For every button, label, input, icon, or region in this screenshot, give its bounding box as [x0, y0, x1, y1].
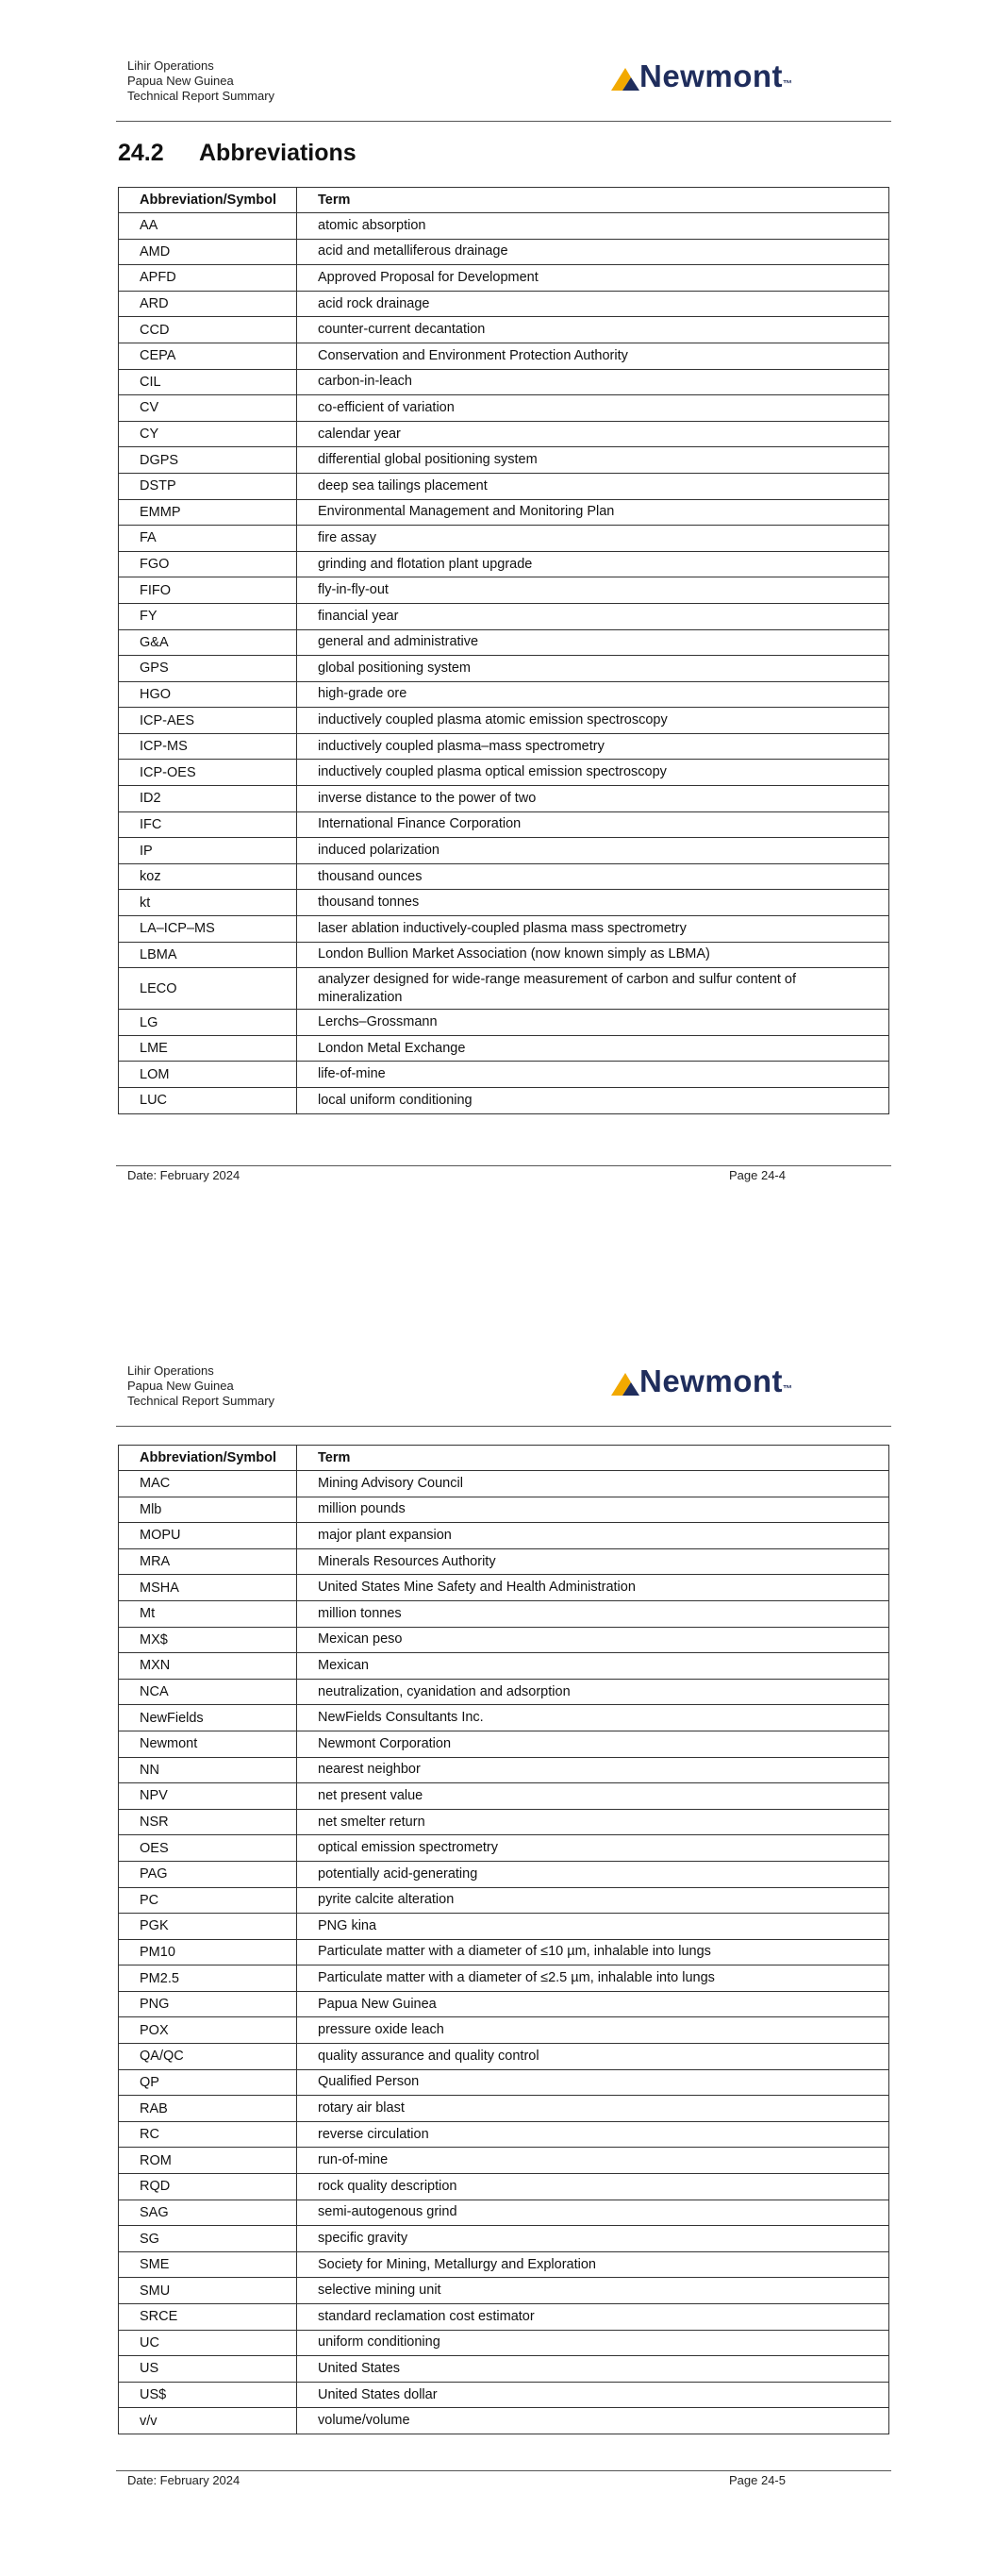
abbreviation-cell: QA/QC — [119, 2044, 297, 2070]
abbreviation-cell: MSHA — [119, 1575, 297, 1601]
abbreviation-cell: ID2 — [119, 786, 297, 812]
table-row — [119, 1809, 889, 1835]
footer-divider — [116, 2470, 891, 2471]
abbreviation-cell: PGK — [119, 1914, 297, 1940]
table-row — [119, 2330, 889, 2356]
header-report-type: Technical Report Summary — [127, 1394, 275, 1408]
report-header — [127, 1363, 274, 1409]
abbreviation-cell: RQD — [119, 2174, 297, 2200]
abbreviation-cell: Mt — [119, 1600, 297, 1627]
abbreviation-cell: FY — [119, 603, 297, 629]
table-row — [119, 1548, 889, 1575]
term-cell: atomic absorption — [297, 213, 889, 240]
column-header-abbreviation: Abbreviation/Symbol — [119, 188, 297, 213]
abbreviation-cell: LME — [119, 1035, 297, 1062]
term-cell: Qualified Person — [297, 2069, 889, 2096]
term-cell: volume/volume — [297, 2408, 889, 2434]
table-row — [119, 1679, 889, 1705]
abbreviation-cell: SAG — [119, 2200, 297, 2226]
abbreviation-cell: PM10 — [119, 1939, 297, 1965]
term-cell: selective mining unit — [297, 2278, 889, 2304]
term-cell: Lerchs–Grossmann — [297, 1010, 889, 1036]
term-cell: Papua New Guinea — [297, 1991, 889, 2017]
abbreviations-table-page-2 — [118, 1445, 889, 2434]
abbreviation-cell: QP — [119, 2069, 297, 2096]
abbreviation-cell: kt — [119, 890, 297, 916]
abbreviation-cell: ROM — [119, 2148, 297, 2174]
term-cell: calendar year — [297, 421, 889, 447]
term-cell: nearest neighbor — [297, 1757, 889, 1783]
table-row — [119, 1887, 889, 1914]
header-operation: Lihir Operations — [127, 59, 214, 73]
table-row — [119, 1965, 889, 1992]
abbreviation-cell: LBMA — [119, 942, 297, 968]
footer-page-number: Page 24-4 — [729, 1168, 786, 1182]
term-cell: general and administrative — [297, 629, 889, 656]
term-cell: rotary air blast — [297, 2096, 889, 2122]
term-cell: inductively coupled plasma–mass spectrometry — [297, 733, 889, 760]
term-cell: pressure oxide leach — [297, 2017, 889, 2044]
table-row — [119, 2200, 889, 2226]
abbreviation-cell: CY — [119, 421, 297, 447]
abbreviation-cell: AMD — [119, 239, 297, 265]
abbreviation-cell: APFD — [119, 265, 297, 292]
term-cell: high-grade ore — [297, 681, 889, 708]
column-header-term: Term — [297, 1446, 889, 1471]
term-cell: Society for Mining, Metallurgy and Exploration — [297, 2251, 889, 2278]
table-row — [119, 1835, 889, 1862]
abbreviation-cell: NN — [119, 1757, 297, 1783]
term-cell: inductively coupled plasma optical emission spectroscopy — [297, 760, 889, 786]
term-cell: thousand ounces — [297, 863, 889, 890]
term-cell: London Bullion Market Association (now known simply as LBMA) — [297, 942, 889, 968]
abbreviation-cell: MRA — [119, 1548, 297, 1575]
table-row — [119, 2408, 889, 2434]
abbreviation-cell: EMMP — [119, 499, 297, 526]
term-cell: Newmont Corporation — [297, 1731, 889, 1757]
term-cell: United States dollar — [297, 2382, 889, 2408]
term-cell: standard reclamation cost estimator — [297, 2304, 889, 2331]
abbreviation-cell: LA–ICP–MS — [119, 916, 297, 943]
table-row — [119, 1523, 889, 1549]
abbreviation-cell: SMU — [119, 2278, 297, 2304]
abbreviation-cell: DGPS — [119, 447, 297, 474]
term-cell: Mexican peso — [297, 1627, 889, 1653]
abbreviation-cell: MX$ — [119, 1627, 297, 1653]
table-row — [119, 1627, 889, 1653]
term-cell: NewFields Consultants Inc. — [297, 1705, 889, 1731]
abbreviation-cell: FA — [119, 526, 297, 552]
term-cell: pyrite calcite alteration — [297, 1887, 889, 1914]
abbreviation-cell: Newmont — [119, 1731, 297, 1757]
term-cell: deep sea tailings placement — [297, 473, 889, 499]
table-row — [119, 2174, 889, 2200]
footer-date: Date: February 2024 — [127, 2473, 240, 2487]
abbreviation-cell: AA — [119, 213, 297, 240]
abbreviation-cell: NewFields — [119, 1705, 297, 1731]
table-row — [119, 2251, 889, 2278]
term-cell: Mining Advisory Council — [297, 1471, 889, 1497]
table-row — [119, 1497, 889, 1523]
column-header-term: Term — [297, 188, 889, 213]
logo-trademark: ™ — [783, 1384, 793, 1395]
table-row — [119, 2304, 889, 2331]
term-cell: fire assay — [297, 526, 889, 552]
table-row — [119, 1575, 889, 1601]
term-cell: carbon-in-leach — [297, 369, 889, 395]
table-row — [119, 1600, 889, 1627]
abbreviation-cell: LUC — [119, 1088, 297, 1114]
abbreviation-cell: NSR — [119, 1809, 297, 1835]
table-row — [119, 2121, 889, 2148]
abbreviation-cell: FIFO — [119, 577, 297, 604]
term-cell: financial year — [297, 603, 889, 629]
abbreviation-cell: LECO — [119, 968, 297, 1010]
table-row — [119, 1705, 889, 1731]
abbreviation-cell: MXN — [119, 1653, 297, 1680]
term-cell: million tonnes — [297, 1600, 889, 1627]
footer-date: Date: February 2024 — [127, 1168, 240, 1182]
abbreviation-cell: CCD — [119, 317, 297, 343]
table-row — [119, 2096, 889, 2122]
term-cell: life-of-mine — [297, 1062, 889, 1088]
table-row — [119, 2148, 889, 2174]
term-cell: Conservation and Environment Protection Authority — [297, 343, 889, 369]
table-row — [119, 2356, 889, 2383]
term-cell: Environmental Management and Monitoring Plan — [297, 499, 889, 526]
abbreviation-cell: SG — [119, 2226, 297, 2252]
table-row — [119, 1653, 889, 1680]
table-row — [119, 1861, 889, 1887]
logo-trademark: ™ — [783, 79, 793, 90]
term-cell: inductively coupled plasma atomic emission spectroscopy — [297, 708, 889, 734]
abbreviation-cell: ICP-MS — [119, 733, 297, 760]
abbreviation-cell: UC — [119, 2330, 297, 2356]
term-cell: acid rock drainage — [297, 291, 889, 317]
term-cell: United States — [297, 2356, 889, 2383]
abbreviation-cell: RC — [119, 2121, 297, 2148]
abbreviation-cell: US$ — [119, 2382, 297, 2408]
term-cell: million pounds — [297, 1497, 889, 1523]
term-cell: reverse circulation — [297, 2121, 889, 2148]
term-cell: specific gravity — [297, 2226, 889, 2252]
table-row — [119, 2069, 889, 2096]
column-header-abbreviation: Abbreviation/Symbol — [119, 1446, 297, 1471]
term-cell: potentially acid-generating — [297, 1861, 889, 1887]
abbreviation-cell: G&A — [119, 629, 297, 656]
abbreviation-cell: IP — [119, 838, 297, 864]
abbreviation-cell: ARD — [119, 291, 297, 317]
table-row — [119, 1939, 889, 1965]
table-row — [119, 2278, 889, 2304]
term-cell: uniform conditioning — [297, 2330, 889, 2356]
abbreviation-cell: CIL — [119, 369, 297, 395]
abbreviation-cell: Mlb — [119, 1497, 297, 1523]
term-cell: London Metal Exchange — [297, 1035, 889, 1062]
section-title: Abbreviations — [199, 140, 357, 166]
abbreviation-cell: FGO — [119, 551, 297, 577]
table-row — [119, 1757, 889, 1783]
table-row — [119, 1471, 889, 1497]
term-cell: inverse distance to the power of two — [297, 786, 889, 812]
term-cell: counter-current decantation — [297, 317, 889, 343]
newmont-logo-mark-icon — [611, 1373, 639, 1396]
term-cell: run-of-mine — [297, 2148, 889, 2174]
table-row — [119, 1783, 889, 1810]
term-cell: acid and metalliferous drainage — [297, 239, 889, 265]
page-footer — [127, 2473, 797, 2487]
term-cell: net present value — [297, 1783, 889, 1810]
abbreviation-cell: SRCE — [119, 2304, 297, 2331]
abbreviation-cell: OES — [119, 1835, 297, 1862]
term-cell: co-efficient of variation — [297, 395, 889, 422]
footer-page-number: Page 24-5 — [729, 2473, 786, 2487]
table-row — [119, 1991, 889, 2017]
term-cell: net smelter return — [297, 1809, 889, 1835]
abbreviation-cell: MOPU — [119, 1523, 297, 1549]
table-row — [119, 2382, 889, 2408]
abbreviation-cell: CV — [119, 395, 297, 422]
table-row — [119, 2044, 889, 2070]
table-row — [119, 1914, 889, 1940]
term-cell: Particulate matter with a diameter of ≤10 µm, inhalable into lungs — [297, 1939, 889, 1965]
header-report-type: Technical Report Summary — [127, 89, 275, 103]
header-operation: Lihir Operations — [127, 1363, 214, 1378]
abbreviation-cell: GPS — [119, 656, 297, 682]
abbreviation-cell: MAC — [119, 1471, 297, 1497]
abbreviation-cell: ICP-AES — [119, 708, 297, 734]
term-cell: Approved Proposal for Development — [297, 265, 889, 292]
term-cell: major plant expansion — [297, 1523, 889, 1549]
abbreviation-cell: US — [119, 2356, 297, 2383]
term-cell: local uniform conditioning — [297, 1088, 889, 1114]
header-country: Papua New Guinea — [127, 1379, 234, 1393]
term-cell: Mexican — [297, 1653, 889, 1680]
abbreviation-cell: ICP-OES — [119, 760, 297, 786]
abbreviation-cell: DSTP — [119, 473, 297, 499]
term-cell: Particulate matter with a diameter of ≤2.5 µm, inhalable into lungs — [297, 1965, 889, 1992]
term-cell: International Finance Corporation — [297, 811, 889, 838]
abbreviation-cell: LG — [119, 1010, 297, 1036]
term-cell: differential global positioning system — [297, 447, 889, 474]
term-cell: analyzer designed for wide-range measurement of carbon and sulfur content of mineralization — [297, 968, 889, 1010]
abbreviation-cell: HGO — [119, 681, 297, 708]
term-cell: optical emission spectrometry — [297, 1835, 889, 1862]
header-divider — [116, 1426, 891, 1427]
term-cell: induced polarization — [297, 838, 889, 864]
logo-wordmark: Newmont — [639, 59, 783, 93]
abbreviation-cell: POX — [119, 2017, 297, 2044]
abbreviation-cell: CEPA — [119, 343, 297, 369]
abbreviation-cell: NCA — [119, 1679, 297, 1705]
abbreviation-cell: PNG — [119, 1991, 297, 2017]
abbreviation-cell: SME — [119, 2251, 297, 2278]
abbreviation-cell: koz — [119, 863, 297, 890]
term-cell: quality assurance and quality control — [297, 2044, 889, 2070]
section-number: 24.2 — [118, 140, 164, 166]
term-cell: neutralization, cyanidation and adsorption — [297, 1679, 889, 1705]
abbreviation-cell: PAG — [119, 1861, 297, 1887]
term-cell: grinding and flotation plant upgrade — [297, 551, 889, 577]
header-country: Papua New Guinea — [127, 74, 234, 88]
term-cell: semi-autogenous grind — [297, 2200, 889, 2226]
abbreviation-cell: PM2.5 — [119, 1965, 297, 1992]
logo-wordmark: Newmont — [639, 1363, 783, 1398]
term-cell: fly-in-fly-out — [297, 577, 889, 604]
abbreviation-cell: RAB — [119, 2096, 297, 2122]
table-header-row — [119, 1446, 889, 1471]
abbreviation-cell: NPV — [119, 1783, 297, 1810]
term-cell: PNG kina — [297, 1914, 889, 1940]
term-cell: Minerals Resources Authority — [297, 1548, 889, 1575]
abbreviation-cell: v/v — [119, 2408, 297, 2434]
abbreviation-cell: PC — [119, 1887, 297, 1914]
table-row — [119, 2017, 889, 2044]
abbreviation-cell: LOM — [119, 1062, 297, 1088]
term-cell: laser ablation inductively-coupled plasma mass spectrometry — [297, 916, 889, 943]
term-cell: United States Mine Safety and Health Administration — [297, 1575, 889, 1601]
term-cell: thousand tonnes — [297, 890, 889, 916]
term-cell: global positioning system — [297, 656, 889, 682]
newmont-logo — [611, 1363, 793, 1401]
table-row — [119, 2226, 889, 2252]
term-cell: rock quality description — [297, 2174, 889, 2200]
table-row — [119, 1731, 889, 1757]
abbreviation-cell: IFC — [119, 811, 297, 838]
